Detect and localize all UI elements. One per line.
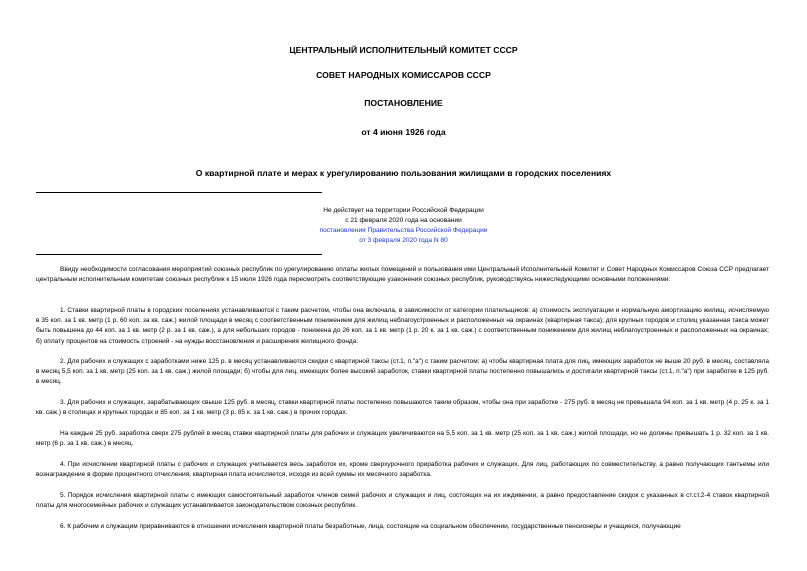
document-type: ПОСТАНОВЛЕНИЕ — [364, 98, 443, 108]
paragraph-4: 4. При исчислении квартирной платы с рабочих и служащих учитывается весь заработок их, кроме сверхурочного приработка рабочих и служащих. Для лиц, работающих по совместительству, а равно получающих тантьемы или вознаграждение в форме процентного отчисления, квартирная плата исчисляется, исходя из всей суммы их месячного заработка. — [36, 461, 769, 479]
divider-bottom — [36, 254, 322, 255]
paragraph-6: 6. К рабочим и служащим приравниваются в отношении исчисления квартирной платы безработные, лица, состоящие на социальном обеспечении, государственные пенсионеры и учащиеся, получающие — [60, 523, 681, 530]
status-note-link-decree[interactable]: постановления Правительства Российской Федерации — [319, 227, 488, 234]
status-note — [200, 206, 607, 246]
document-title: О квартирной плате и мерах к урегулированию пользования жилищами в городских поселениях — [195, 168, 612, 178]
paragraph-2: 2. Для рабочих и служащих с заработками ниже 125 р. в месяц устанавливаются скидки с квартирной таксы (ст.1, п."а") с таким расчетом: а) чтобы квартирная плата для лиц, имеющих заработок не выше 20 руб. в месяц, составляла в месяц 5,5 коп. за 1 кв. метр (25 коп. за 1 кв. саж.) жилой площади; б) чтобы для лиц, имеющих более высокий заработок, ставки квартирной платы постепенно повышались и достигали квартирной таксы (ст.1, п."а") при заработке в 125 руб. в месяц. — [36, 358, 769, 386]
paragraph-preamble: Ввиду необходимости согласования мероприятий союзных республик по урегулированию оплаты жилых помещений и пользования ими Центральный Исполнительный Комитет и Совет Народных Комиссаров Союза ССР предлагает центральным исполнительным комитетам союзных республик к 15 июля 1926 года пересмотреть соответствующие узаконения союзных республик, руководствуясь нижеследующими основными положениями: — [36, 266, 769, 284]
paragraph-3-continued: На каждые 25 руб. заработка сверх 275 рублей в месяц ставки квартирной платы для рабочих и служащих увеличиваются на 5,5 коп. за 1 кв. метр (25 коп. за 1 кв. саж.) жилой площади, но не должны превышать 1 р. 32 коп. за 1 кв. метр (6 р. за 1 кв. саж.) в месяц. — [36, 430, 769, 448]
divider-top — [36, 192, 322, 193]
status-note-line2: с 21 февраля 2020 года на основании — [345, 217, 462, 224]
status-note-line1: Не действует на территории Российской Федерации — [323, 207, 484, 214]
paragraph-1: 1. Ставки квартирной платы в городских поселениях устанавливаются с таким расчетом, чтобы она включала, в зависимости от категории плательщиков: а) стоимость эксплуатации и нормальную амортизацию жилищ, исчисляемую в 35 коп. за 1 кв. метр (1 р. 60 коп. за кв. саж.) жилой площади в месяц с соответственным понижением для жилищ неблагоустроенных и расположенных на окраинах (квартирная такса); для крупных городов и столиц указанная такса может быть повышена до 44 коп. за 1 кв. метр (2 р. за 1 кв. саж.), а для небольших городов - понижена до 26 коп. за 1 кв. метр (1 р. 20 к. за 1 кв. саж.) с соответственным понижением для жилищ неблагоустроенных и расположенных на окраинах; б) оплату процентов на стоимость строений - на нужды восстановления и расширения жилищного фонда. — [36, 307, 769, 345]
paragraph-5: 5. Порядок исчисления квартирной платы с имеющих самостоятельный заработок членов семей рабочих и служащих и лиц, состоящих на их иждивении, а равно предоставление скидок с указанных в ст.ст.2-4 ставок квартирной платы для многосемейных рабочих и служащих устанавливается законодательством союзных республик. — [36, 492, 769, 510]
document-date: от 4 июня 1926 года — [361, 127, 446, 137]
issuer-snk: СОВЕТ НАРОДНЫХ КОМИССАРОВ СССР — [316, 70, 491, 80]
paragraph-3: 3. Для рабочих и служащих, зарабатывающих свыше 125 руб. в месяц, ставки квартирной платы постепенно повышаются таким образом, чтобы она при заработке - 275 руб. в месяц не превышала 94 коп. за 1 кв. метр (4 р. 25 к. за 1 кв. саж.) в столицах и крупных городах и 85 коп. за 1 кв. метр (3 р. 85 к. за 1 кв. саж.) в прочих городах. — [36, 399, 769, 417]
issuer-cik: ЦЕНТРАЛЬНЫЙ ИСПОЛНИТЕЛЬНЫЙ КОМИТЕТ СССР — [289, 45, 518, 55]
status-note-link-date[interactable]: от 3 февраля 2020 года N 80 — [359, 237, 448, 244]
